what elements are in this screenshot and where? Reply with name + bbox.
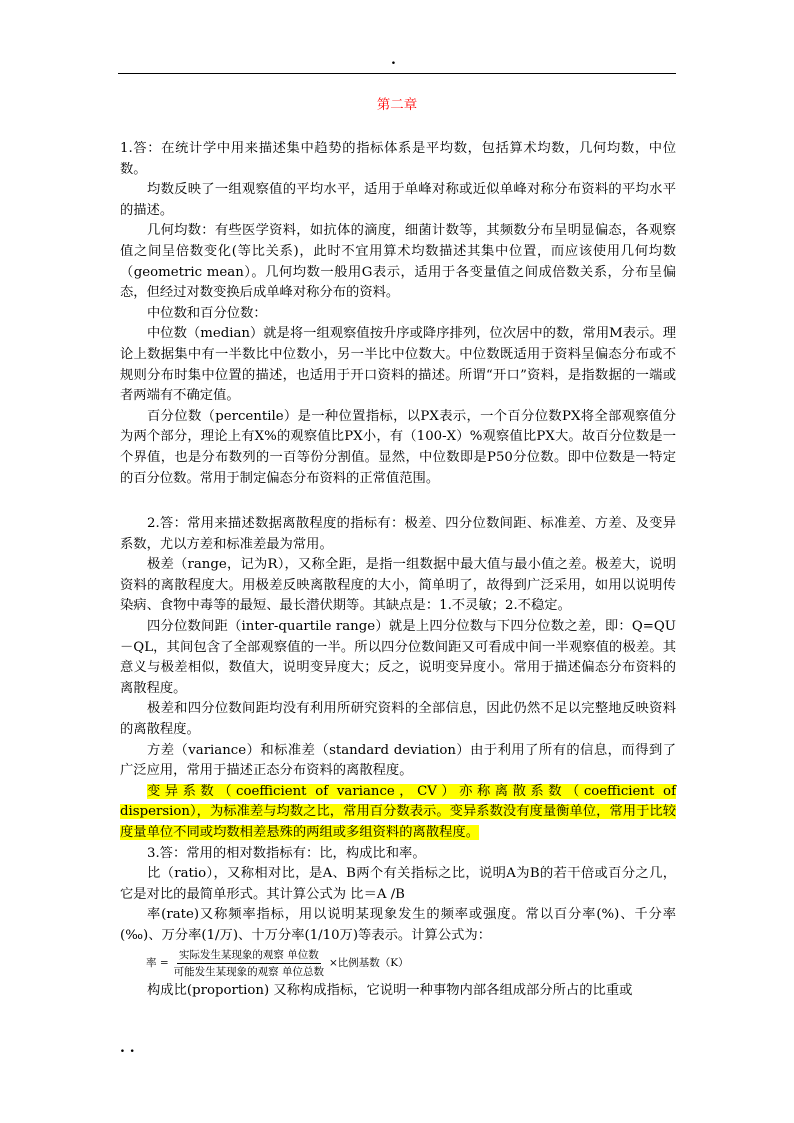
median-percentile-heading: 中位数和百分位数： [147, 305, 267, 321]
proportion-description: 构成比(proportion) 又称构成指标，它说明一种事物内部各组成部分所占的比重或 [147, 982, 633, 998]
answer2-intro: 2.答：常用来描述数据离散程度的指标有：极差、四分位数间距、标准差、方差、及变异系数，尤以方差和标准差最为常用。 [120, 516, 676, 552]
iqr-description: 四分位数间距（inter-quartile range）就是上四分位数与下四分位数之差，即：Q=QU－QL，其间包含了全部观察值的一半。所以四分位数间距又可看成中间一半观察值的极差。其意义与极差相似，数值大，说明变异度大；反之，说明变异度小。常用于描述偏态分布资料的离散程度。 [120, 619, 676, 696]
geometric-mean-description: 几何均数：有些医学资料，如抗体的滴度，细菌计数等，其频数分布呈明显偏态，各观察值之间呈倍数变化(等比关系)，此时不宜用算术均数描述其集中位置，而应该使用几何均数（geometric mean）。几何均数一般用G表示，适用于各变量值之间成倍数关系，分布呈偏态，但经过对数变换后成单峰对称分布的资料。 [120, 223, 676, 301]
chapter-title: 第二章 [376, 97, 418, 113]
footer-dots: . . [120, 1040, 135, 1056]
formula-numerator: 实际发生某现象的观察 单位数 [177, 948, 321, 964]
formula-lhs: 率 = [146, 957, 169, 970]
range-description: 极差（range，记为R），又称全距，是指一组数据中最大值与最小值之差。极差大，说明资料的离散程度大。用极差反映离散程度的大小，简单明了，故得到广泛采用，如用以说明传染病、食物中毒等的最短、最长潜伏期等。其缺点是：1.不灵敏；2.不稳定。 [120, 557, 676, 614]
highlighted-text: 变异系数（coefficient of variance，CV）亦称离散系数（coefficient of dispersion），为标准差与均数之比，常用百分数表示。变异系数没有度量衡单位，常用于比较度量单位不同或均数相差悬殊的两组或多组资料的离散程度。 [120, 783, 676, 840]
cv-description-highlighted [120, 782, 676, 844]
dispersion-limit-note: 极差和四分位数间距均没有利用所研究资料的全部信息，因此仍然不足以完整地反映资料的离散程度。 [120, 701, 676, 738]
formula-rhs: ×比例基数（K） [328, 957, 409, 970]
rate-description: 率(rate)又称频率指标，用以说明某现象发生的频率或强度。常以百分率(%)、千分率(‰)、万分率(1/万)、十万分率(1/10万)等表示。计算公式为： [120, 907, 676, 943]
formula-fraction [172, 948, 326, 979]
mean-description: 均数反映了一组观察值的平均水平，适用于单峰对称或近似单峰对称分布资料的平均水平的描述。 [120, 182, 676, 218]
header-dot: . [391, 52, 396, 68]
ratio-description: 比（ratio），又称相对比，是A、B两个有关指标之比，说明A为B的若干倍或百分之几，它是对比的最简单形式。其计算公式为 比＝A /B [120, 866, 676, 902]
median-description: 中位数（median）就是将一组观察值按升序或降序排列，位次居中的数，常用M表示。理论上数据集中有一半数比中位数小，另一半比中位数大。中位数既适用于资料呈偏态分布或不规则分布时集中位置的描述，也适用于开口资料的描述。所谓“开口”资料，是指数据的一端或者两端有不确定值。 [120, 326, 676, 404]
answer1-intro: 1.答：在统计学中用来描述集中趋势的指标体系是平均数，包括算术均数，几何均数，中位数。 [120, 141, 676, 177]
header-rule [118, 73, 676, 74]
formula-denominator: 可能发生某现象的观察 单位总数 [173, 965, 324, 978]
rate-formula [146, 948, 676, 979]
answer3-intro: 3.答：常用的相对数指标有：比，构成比和率。 [147, 845, 426, 861]
variance-sd-description: 方差（variance）和标准差（standard deviation）由于利用了所有的信息，而得到了广泛应用，常用于描述正态分布资料的离散程度。 [120, 742, 676, 779]
page-body [120, 139, 676, 1001]
percentile-description: 百分位数（percentile）是一种位置指标，以PX表示，一个百分位数PX将全部观察值分为两个部分，理论上有X%的观察值比PX小，有（100-X）%观察值比PX大。故百分位数是一个界值，也是分布数列的一百等份分割值。显然，中位数即是P50分位数。即中位数是一特定的百分位数。常用于制定偏态分布资料的正常值范围。 [120, 408, 676, 486]
